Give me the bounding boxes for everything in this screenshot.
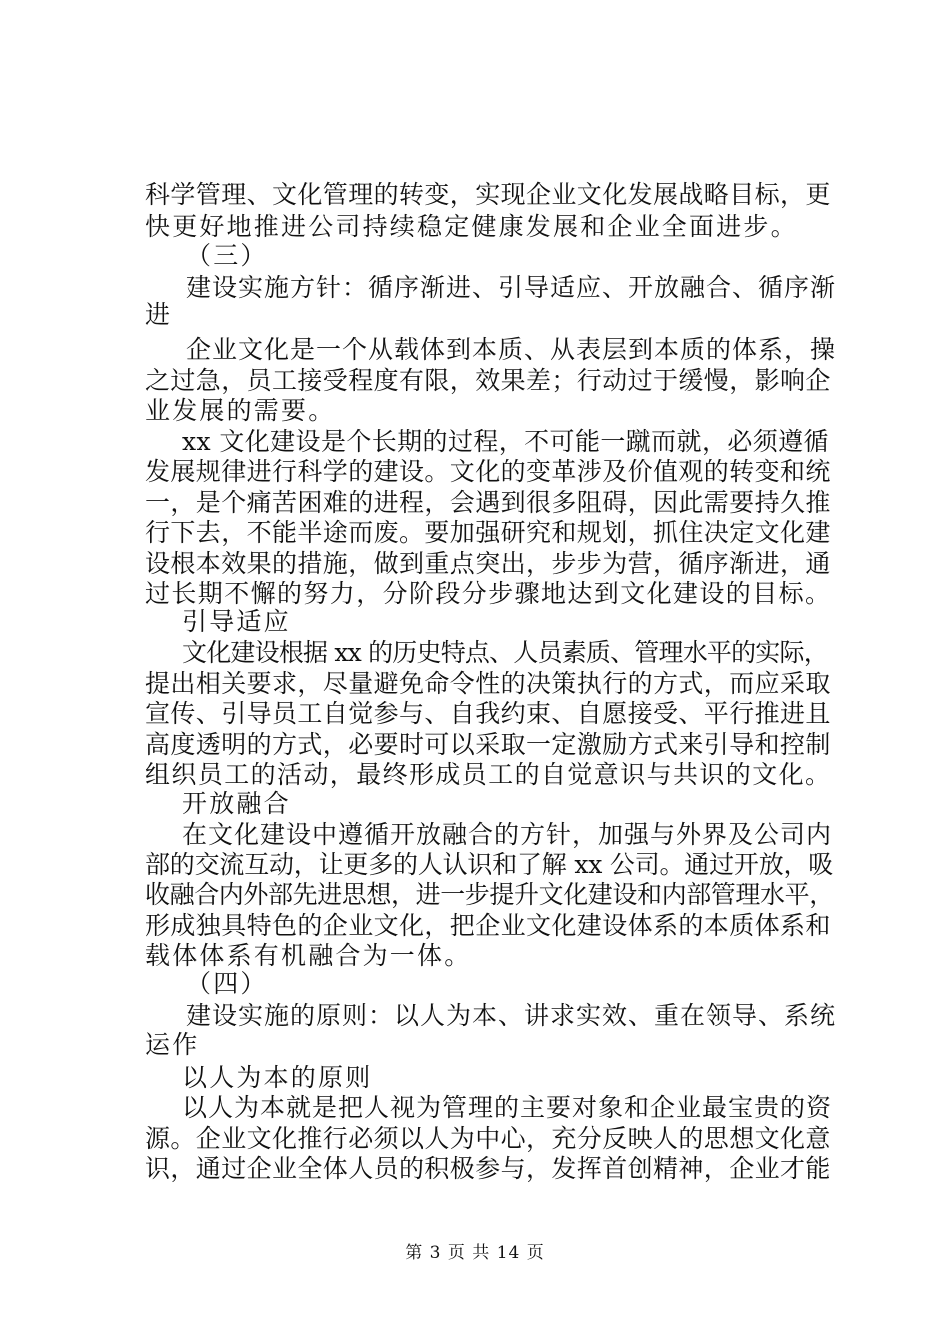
text-line: 企业文化是一个从载体到本质、从表层到本质的体系，操: [186, 335, 837, 364]
text-line: 过长期不懈的努力，分阶段分步骤地达到文化建设的目标。: [145, 579, 832, 608]
text-line: 部的交流互动，让更多的人认识和了解 xx 公司。通过开放，吸: [145, 850, 834, 879]
text-line: 以人为本就是把人视为管理的主要对象和企业最宝贵的资: [182, 1093, 833, 1122]
text-line: 进: [145, 300, 173, 329]
subsection-heading: 以人为本的原则: [182, 1063, 373, 1092]
text-line: 业发展的需要。: [145, 396, 336, 425]
subsection-heading: 引导适应: [182, 607, 291, 636]
text-line: 一，是个痛苦困难的进程，会遇到很多阻碍，因此需要持久推: [145, 488, 831, 517]
subsection-heading: 开放融合: [182, 789, 291, 818]
text-line: 科学管理、文化管理的转变，实现企业文化发展战略目标，更: [145, 180, 831, 209]
text-line: 高度透明的方式，必要时可以采取一定激励方式来引导和控制: [145, 730, 831, 759]
text-line: 形成独具特色的企业文化，把企业文化建设体系的本质体系和: [145, 911, 831, 940]
text-line: 源。企业文化推行必须以人为中心，充分反映人的思想文化意: [145, 1124, 831, 1153]
text-line: 之过急，员工接受程度有限，效果差；行动过于缓慢，影响企: [145, 366, 831, 395]
text-line: 提出相关要求，尽量避免命令性的决策执行的方式，而应采取: [145, 669, 831, 698]
text-line: 宣传、引导员工自觉参与、自我约束、自愿接受、平行推进且: [145, 699, 831, 728]
page-footer: 第 3 页 共 14 页: [405, 1243, 545, 1263]
text-line: 运作: [145, 1030, 200, 1059]
text-line: 发展规律进行科学的建设。文化的变革涉及价值观的转变和统: [145, 457, 831, 486]
text-line: xx 文化建设是个长期的过程，不可能一蹴而就，必须遵循: [182, 427, 829, 456]
section-heading: （四）: [186, 969, 268, 998]
text-line: 收融合内外部先进思想，进一步提升文化建设和内部管理水平，: [145, 880, 834, 909]
text-line: 快更好地推进公司持续稳定健康发展和企业全面进步。: [145, 212, 798, 241]
section-heading: （三）: [186, 241, 268, 270]
text-line: 载体体系有机融合为一体。: [145, 941, 472, 970]
text-line: 建设实施方针：循序渐进、引导适应、开放融合、循序渐: [186, 273, 837, 302]
text-line: 在文化建设中遵循开放融合的方针，加强与外界及公司内: [182, 820, 833, 849]
text-line: 文化建设根据 xx 的历史特点、人员素质、管理水平的实际，: [182, 638, 828, 667]
text-line: 组织员工的活动，最终形成员工的自觉意识与共识的文化。: [145, 760, 832, 789]
text-line: 设根本效果的措施，做到重点突出，步步为营，循序渐进，通: [145, 549, 831, 578]
text-line: 行下去，不能半途而废。要加强研究和规划，抓住决定文化建: [145, 518, 831, 547]
text-line: 建设实施的原则：以人为本、讲求实效、重在领导、系统: [186, 1001, 837, 1030]
text-line: 识，通过企业全体人员的积极参与，发挥首创精神，企业才能: [145, 1154, 831, 1183]
